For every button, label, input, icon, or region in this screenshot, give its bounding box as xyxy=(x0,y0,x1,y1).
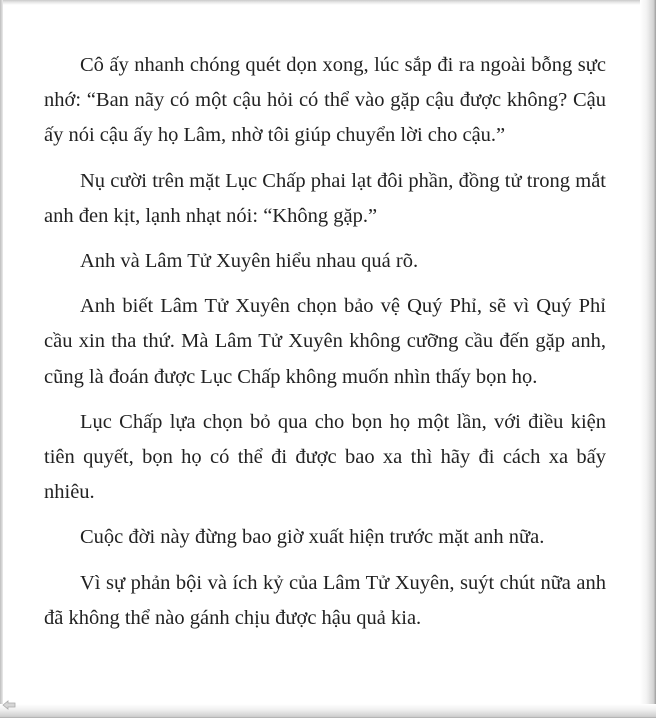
paragraph-5: Lục Chấp lựa chọn bỏ qua cho bọn họ một lần, với điều kiện tiên quyết, bọn họ có thể đi được bao xa thì hãy đi cách xa bấy nhiêu. xyxy=(44,410,606,504)
page-bottom-shadow xyxy=(0,704,656,718)
page-right-shadow xyxy=(640,0,656,718)
page-left-edge xyxy=(0,0,3,718)
paragraph-4: Anh biết Lâm Tử Xuyên chọn bảo vệ Quý Phỉ, sẽ vì Quý Phỉ cầu xin tha thứ. Mà Lâm Tử Xuyên không cưỡng cầu đến gặp anh, cũng là đoán được Lục Chấp không muốn nhìn thấy bọn họ. xyxy=(44,295,606,388)
paragraph-2: Nụ cười trên mặt Lục Chấp phai lạt đôi phần, đồng tử trong mắt anh đen kịt, lạnh nhạt nói: “Không gặp.” xyxy=(44,169,606,227)
paragraph-6: Cuộc đời này đừng bao giờ xuất hiện trước mặt anh nữa. xyxy=(80,526,545,549)
left-arrow-icon-graphic xyxy=(2,700,16,710)
page-top-edge xyxy=(0,0,656,5)
paragraph-1: Cô ấy nhanh chóng quét dọn xong, lúc sắp đi ra ngoài bỗng sực nhớ: “Ban nãy có một cậu hỏi có thể vào gặp cậu được không? Cậu ấy nói cậu ấy họ Lâm, nhờ tôi giúp chuyển lời cho cậu.” xyxy=(44,54,606,147)
document-body xyxy=(44,48,606,646)
paragraph-7: Vì sự phản bội và ích kỷ của Lâm Tử Xuyên, suýt chút nữa anh đã không thể nào gánh chịu được hậu quả kia. xyxy=(44,571,606,629)
paragraph-3: Anh và Lâm Tử Xuyên hiểu nhau quá rõ. xyxy=(80,250,419,273)
left-arrow-icon[interactable] xyxy=(2,697,16,707)
